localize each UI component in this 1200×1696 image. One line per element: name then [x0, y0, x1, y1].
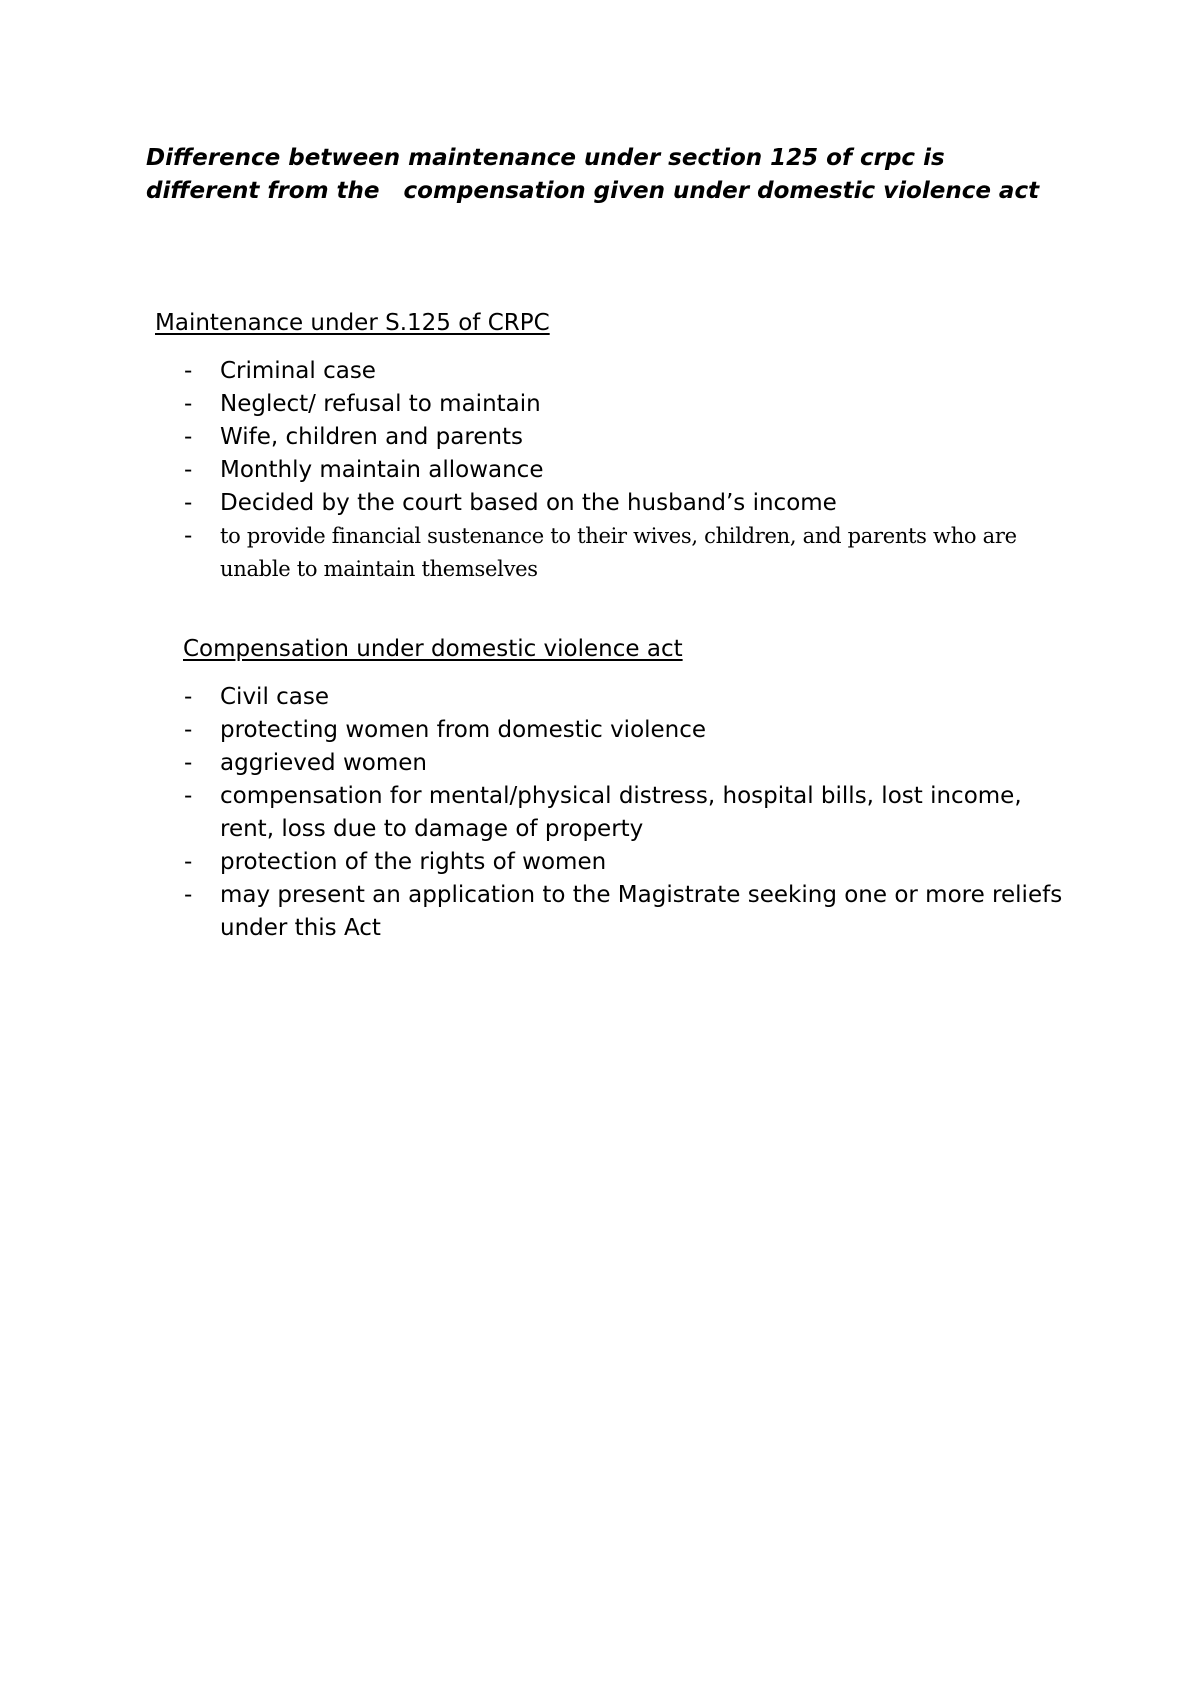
list-item: [184, 421, 1064, 454]
bullet-dash: -: [184, 882, 193, 908]
list-item: [184, 388, 1064, 421]
list-item: [184, 487, 1064, 520]
list-item-text: may present an application to the Magistrate seeking one or more reliefs under this Act: [220, 882, 1063, 941]
document-title: Difference between maintenance under section 125 of crpc is different from the compensation given under domestic violence act: [146, 145, 1040, 204]
maintenance-list: [184, 355, 1064, 586]
list-item: [184, 714, 1064, 747]
list-item-text: aggrieved women: [220, 750, 427, 776]
bullet-dash: -: [184, 358, 193, 384]
bullet-dash: -: [184, 783, 193, 809]
list-item: [184, 454, 1064, 487]
bullet-dash: -: [184, 523, 193, 549]
compensation-list: [184, 681, 1064, 945]
bullet-dash: -: [184, 424, 193, 450]
section-heading-maintenance: Maintenance under S.125 of CRPC: [155, 310, 550, 336]
bullet-dash: -: [184, 750, 193, 776]
bullet-dash: -: [184, 717, 193, 743]
list-item-text: Monthly maintain allowance: [220, 457, 544, 483]
list-item-text: Criminal case: [220, 358, 376, 384]
list-item-text: compensation for mental/physical distress, hospital bills, lost income, rent, loss due to damage of property: [220, 783, 1022, 842]
bullet-dash: -: [184, 457, 193, 483]
list-item: [184, 355, 1064, 388]
list-item: [184, 681, 1064, 714]
list-item-text: Wife, children and parents: [220, 424, 524, 450]
list-item-text: protection of the rights of women: [220, 849, 607, 875]
list-item: [184, 780, 1064, 846]
list-item-text: Neglect/ refusal to maintain: [220, 391, 541, 417]
list-item: [184, 879, 1064, 945]
list-item-text: Decided by the court based on the husband’s income: [220, 490, 837, 516]
bullet-dash: -: [184, 391, 193, 417]
bullet-dash: -: [184, 490, 193, 516]
list-item-text: protecting women from domestic violence: [220, 717, 707, 743]
list-item-text: to provide financial sustenance to their wives, children, and parents who are unable to maintain themselves: [220, 524, 1017, 581]
bullet-dash: -: [184, 684, 193, 710]
section-heading-compensation: Compensation under domestic violence act: [183, 636, 683, 662]
list-item: [184, 747, 1064, 780]
list-item: [184, 520, 1064, 586]
list-item: [184, 846, 1064, 879]
list-item-text: Civil case: [220, 684, 330, 710]
bullet-dash: -: [184, 849, 193, 875]
